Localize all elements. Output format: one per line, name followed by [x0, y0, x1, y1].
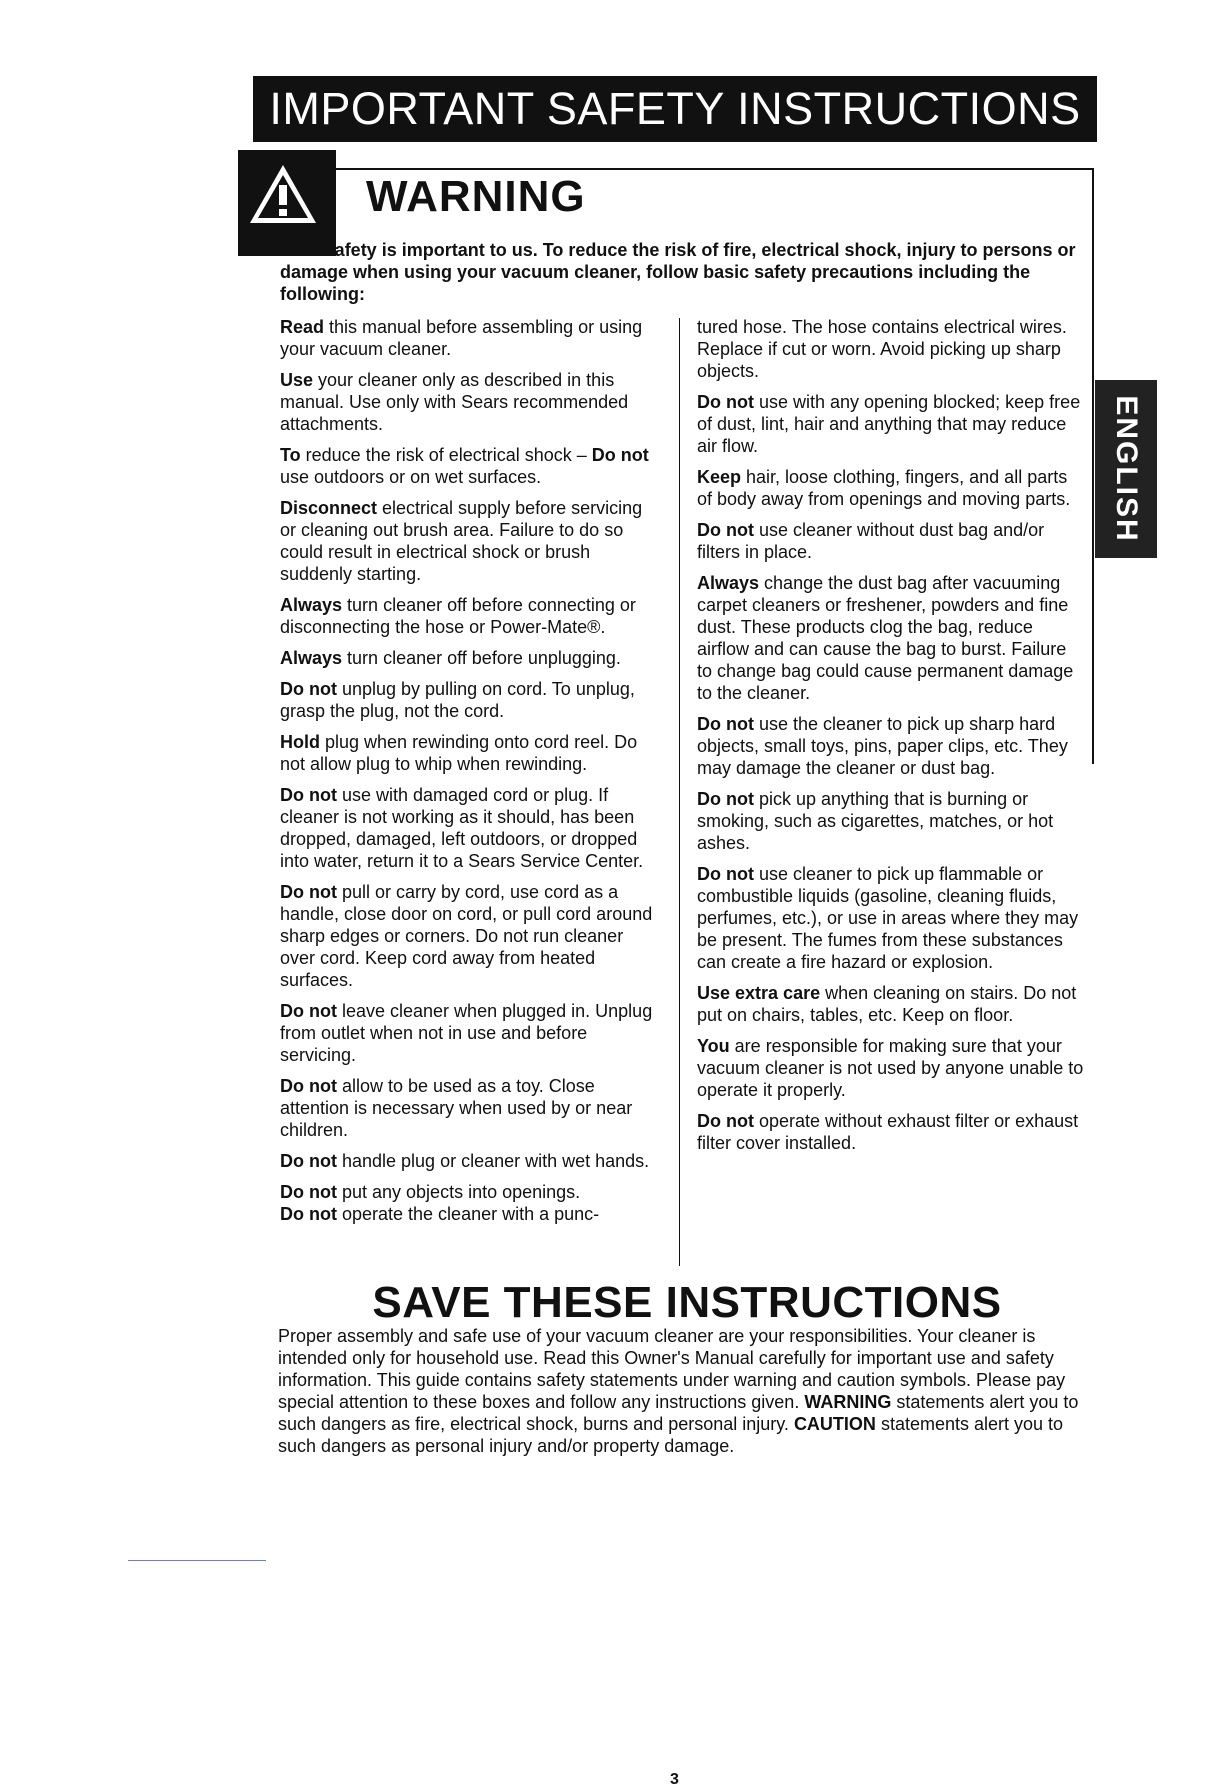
list-item: Use your cleaner only as described in this manual. Use only with Sears recommended attachments.: [280, 370, 629, 434]
list-item: Always change the dust bag after vacuuming carpet cleaners or freshener, powders and fine dust. These products clog the bag, reduce airflow and can cause the bag to burst. Failure to change bag could cause permanent damage to the cleaner.: [697, 573, 1074, 703]
list-item: Do not put any objects into openings. Do not operate the cleaner with a punc-: [280, 1182, 600, 1224]
column-divider: [679, 318, 680, 1266]
language-tab: [1095, 380, 1157, 558]
list-item: Do not handle plug or cleaner with wet hands.: [280, 1151, 650, 1171]
warning-title: WARNING: [366, 172, 586, 221]
page-header-bar: [253, 76, 1097, 142]
list-item: To reduce the risk of electrical shock – Do not use outdoors or on wet surfaces.: [280, 445, 649, 487]
list-item: Do not pick up anything that is burning or smoking, such as cigarettes, matches, or hot ashes.: [697, 789, 1054, 853]
list-item: Do not allow to be used as a toy. Close attention is necessary when used by or near children.: [280, 1076, 633, 1140]
list-item: Do not pull or carry by cord, use cord as a handle, close door on cord, or pull cord around sharp edges or corners. Do not run cleaner over cord. Keep cord away from heated surfaces.: [280, 882, 653, 990]
list-item: Keep hair, loose clothing, fingers, and all parts of body away from openings and moving parts.: [697, 467, 1071, 509]
page-header-title: IMPORTANT SAFETY INSTRUCTIONS: [269, 83, 1081, 134]
footer-rule: [128, 1560, 266, 1561]
list-item: Use extra care when cleaning on stairs. Do not put on chairs, tables, etc. Keep on floor.: [697, 983, 1077, 1025]
list-item: Do not use cleaner without dust bag and/or filters in place.: [697, 520, 1045, 562]
list-item: Do not use cleaner to pick up flammable or combustible liquids (gasoline, cleaning fluids, perfumes, etc.), or use in areas where they may be present. The fumes from these substances can create a fire hazard or explosion.: [697, 864, 1079, 972]
warning-intro: Your safety is important to us. To reduce the risk of fire, electrical shock, injury to persons or damage when using your vacuum cleaner, follow basic safety precautions including the following:: [280, 240, 1076, 304]
list-item: You are responsible for making sure that your vacuum cleaner is not used by anyone unable to operate it properly.: [697, 1036, 1084, 1100]
save-instructions-body: Proper assembly and safe use of your vacuum cleaner are your responsibilities. Your cleaner is intended only for household use. Read this Owner's Manual carefully for important use and safety information. This guide contains safety statements under warning and caution symbols. Please pay special attention to these boxes and follow any instructions given. WARNING statements alert you to such dangers as fire, electrical shock, burns and personal injury. CAUTION statements alert you to such dangers as personal injury and/or property damage.: [278, 1326, 1079, 1456]
list-item: Read this manual before assembling or using your vacuum cleaner.: [280, 317, 643, 359]
list-item: Do not use with damaged cord or plug. If cleaner is not working as it should, has been dropped, damaged, left outdoors, or dropped into water, return it to a Sears Service Center.: [280, 785, 644, 871]
list-item: Always turn cleaner off before unplugging.: [280, 648, 621, 668]
list-item: Disconnect electrical supply before servicing or cleaning out brush area. Failure to do so could result in electrical shock or brush suddenly starting.: [280, 498, 643, 584]
list-item: Do not leave cleaner when plugged in. Unplug from outlet when not in use and before servicing.: [280, 1001, 653, 1065]
right-column: [697, 316, 1085, 1163]
list-item: Do not use the cleaner to pick up sharp hard objects, small toys, pins, paper clips, etc. They may damage the cleaner or dust bag.: [697, 714, 1068, 778]
left-column: [280, 316, 660, 1234]
list-item: Do not unplug by pulling on cord. To unplug, grasp the plug, not the cord.: [280, 679, 635, 721]
list-item: Hold plug when rewinding onto cord reel. Do not allow plug to whip when rewinding.: [280, 732, 638, 774]
list-item: tured hose. The hose contains electrical wires. Replace if cut or worn. Avoid picking up sharp objects.: [697, 317, 1067, 381]
page-number: 3: [670, 1771, 679, 1788]
language-tab-label: ENGLISH: [1110, 395, 1143, 543]
list-item: Do not use with any opening blocked; keep free of dust, lint, hair and anything that may reduce air flow.: [697, 392, 1081, 456]
list-item: Always turn cleaner off before connecting or disconnecting the hose or Power-Mate®.: [280, 595, 636, 637]
list-item: Do not operate without exhaust filter or exhaust filter cover installed.: [697, 1111, 1079, 1153]
warning-triangle-icon: [248, 163, 318, 225]
save-instructions-title: SAVE THESE INSTRUCTIONS: [372, 1278, 1002, 1327]
